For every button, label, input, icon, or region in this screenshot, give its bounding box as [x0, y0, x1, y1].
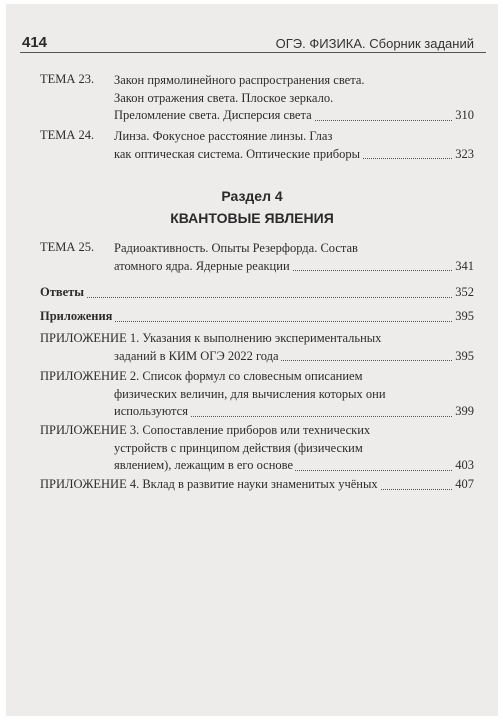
entry-last-line: [40, 348, 474, 366]
entry-line: устройств с принципом действия (физическим: [114, 440, 363, 455]
section-subtitle: КВАНТОВЫЕ ЯВЛЕНИЯ: [170, 210, 334, 226]
entry-last-line: [40, 308, 474, 326]
entry-line: Приложения: [40, 309, 113, 323]
entry-last-line: [40, 476, 474, 494]
entry-last-line: [40, 457, 474, 475]
page-header: [6, 28, 498, 52]
entry-line: Линза. Фокусное расстояние линзы. Глаз: [114, 129, 333, 143]
entry-line: используются: [114, 404, 188, 418]
entry-line: явлением), лежащим в его основе: [114, 458, 294, 472]
entry-last-line: [40, 403, 474, 421]
toc-entry-appendices: [40, 308, 474, 326]
entry-last-line: [114, 107, 474, 125]
page-ref: 352: [452, 284, 474, 302]
entry-label: ТЕМА 25.: [40, 240, 95, 254]
page-ref: 310: [452, 107, 474, 125]
toc-entry-answers: [40, 284, 474, 302]
entry-line: ПРИЛОЖЕНИЕ 1. Указания к выполнению экспериментальных: [40, 331, 382, 345]
page-number: 414: [22, 34, 48, 51]
entry-line: Закон прямолинейного распространения света.: [114, 73, 365, 87]
entry-line: Закон отражения света. Плоское зеркало.: [114, 90, 334, 105]
entry-line: Радиоактивность. Опыты Резерфорда. Состав: [114, 241, 358, 255]
entry-text: [114, 128, 474, 163]
entry-text: [114, 240, 474, 275]
entry-line: Ответы: [40, 285, 85, 299]
entry-line: физических величин, для вычисления которых они: [114, 386, 386, 401]
entry-line: атомного ядра. Ядерные реакции: [114, 258, 290, 273]
entry-line: ПРИЛОЖЕНИЕ 4. Вклад в развитие науки знаменитых учёных: [40, 477, 378, 491]
page-ref: 395: [452, 308, 474, 326]
page-ref: 341: [452, 258, 474, 276]
entry-line: Преломление света. Дисперсия света: [114, 108, 312, 122]
entry-line: ПРИЛОЖЕНИЕ 3. Сопоставление приборов или технических: [40, 423, 371, 437]
entry-last-line: [114, 146, 474, 164]
page-ref: 395: [452, 348, 474, 366]
toc-entry-appendix-4: [40, 476, 474, 494]
toc-entry-appendix-3: [40, 422, 474, 475]
page-ref: 399: [452, 403, 474, 421]
entry-last-line: [40, 284, 474, 302]
dot-leader: [40, 297, 474, 298]
section-title: Раздел 4: [221, 188, 283, 204]
entry-text: [114, 72, 474, 125]
page-ref: 323: [452, 146, 474, 164]
entry-line: ПРИЛОЖЕНИЕ 2. Список формул со словесным описанием: [40, 369, 363, 383]
toc-entry-appendix-2: [40, 368, 474, 421]
page-ref: 407: [452, 476, 474, 494]
page-ref: 403: [452, 457, 474, 475]
toc-entry-appendix-1: [40, 330, 474, 365]
entry-last-line: [114, 258, 474, 276]
entry-line: как оптическая система. Оптические приборы: [114, 146, 361, 161]
running-title: ОГЭ. ФИЗИКА. Сборник заданий: [275, 36, 474, 51]
book-page: [6, 4, 498, 716]
entry-label: ТЕМА 23.: [40, 72, 95, 86]
entry-line: заданий в КИМ ОГЭ 2022 года: [114, 348, 279, 363]
entry-label: ТЕМА 24.: [40, 128, 95, 142]
header-rule: [20, 52, 486, 53]
